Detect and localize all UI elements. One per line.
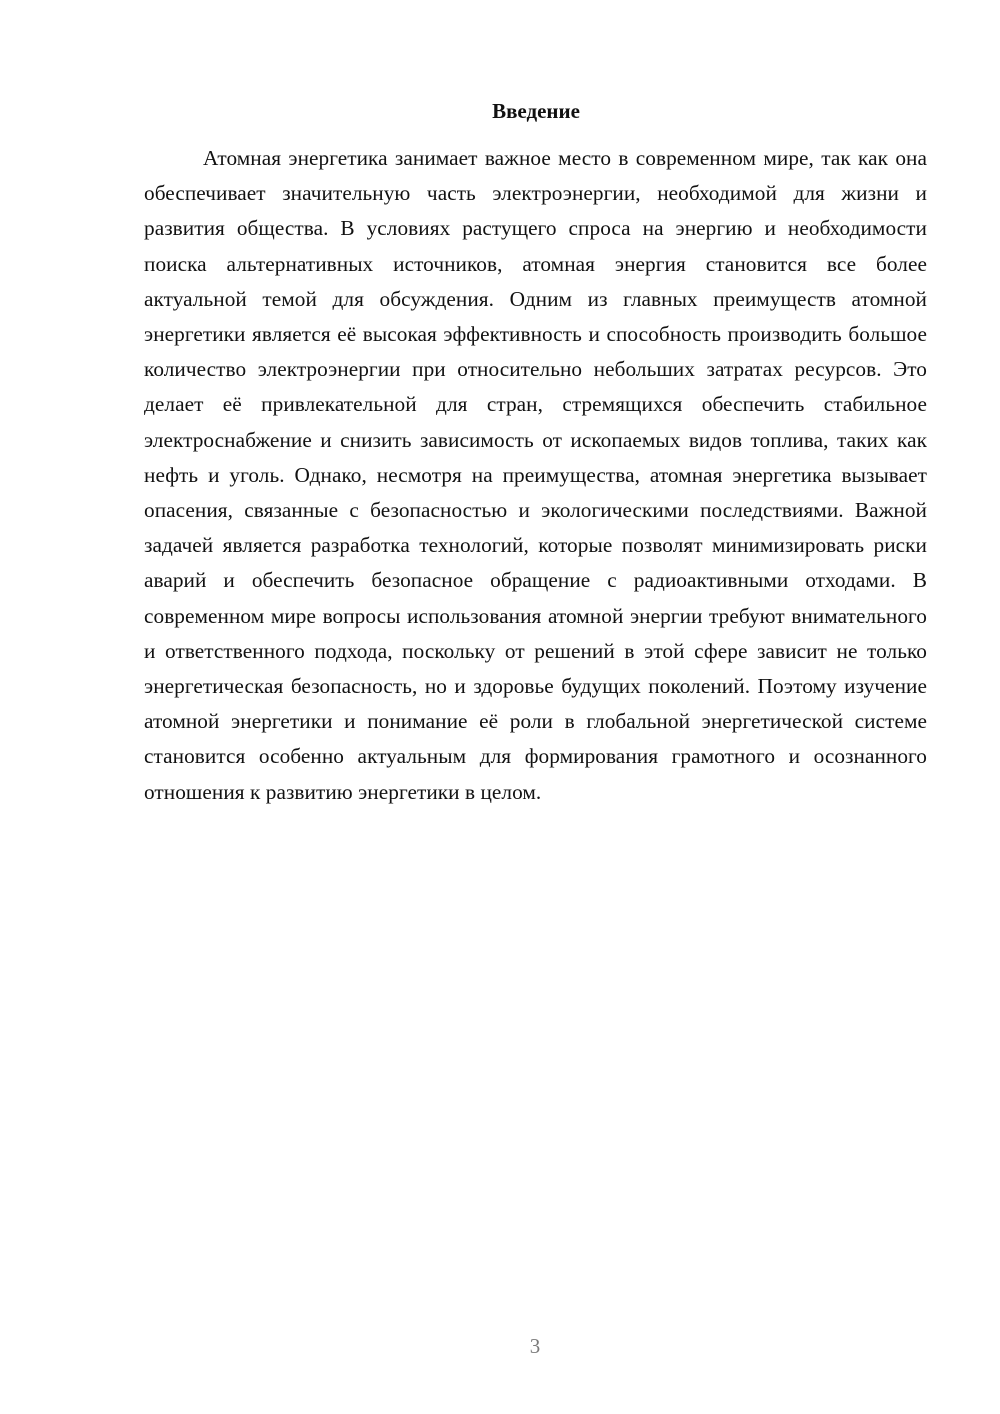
body-paragraph: Атомная энергетика занимает важное место в современном мире, так как она обеспечивает значительную часть электроэнергии, необходимой для жизни и развития общества. В условиях растущего спроса на энергию и необходимости поиска альтернативных источников, атомная энергия становится все более актуальной темой для обсуждения. Одним из главных преимуществ атомной энергетики является её высокая эффективность и способность производить большое количество электроэнергии при относительно небольших затратах ресурсов. Это делает её привлекательной для стран, стремящихся обеспечить стабильное электроснабжение и снизить зависимость от ископаемых видов топлива, таких как нефть и уголь. Однако, несмотря на преимущества, атомная энергетика вызывает опасения, связанные с безопасностью и экологическими последствиями. Важной задачей является разработка технологий, которые позволят минимизировать риски аварий и обеспечить безопасное обращение с радиоактивными отходами. В современном мире вопросы использования атомной энергии требуют внимательного и ответственного подхода, поскольку от решений в этой сфере зависит не только энергетическая безопасность, но и здоровье будущих поколений. Поэтому изучение атомной энергетики и понимание её роли в глобальной энергетической системе становится особенно актуальным для формирования грамотного и осознанного отношения к развитию энергетики в целом. [144,146,927,804]
section-heading: Введение [492,99,580,123]
page-number: 3 [529,1334,541,1358]
